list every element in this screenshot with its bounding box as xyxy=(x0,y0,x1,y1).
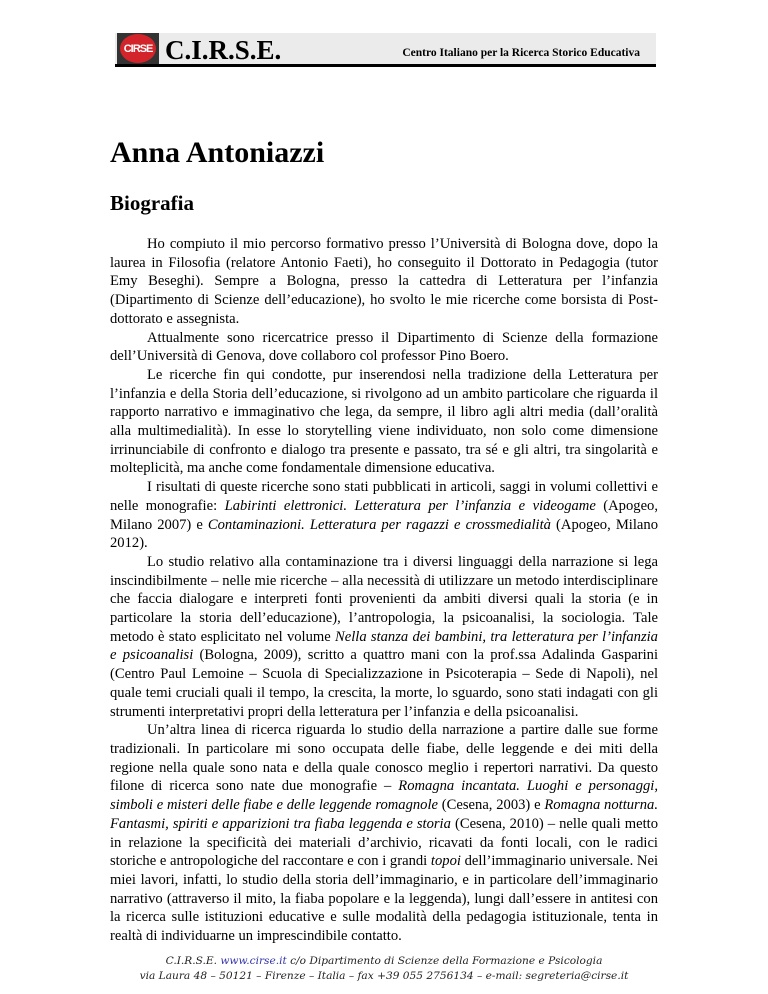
book-title: Romagna notturna. Fantasmi, spiriti e apparizioni tra fiaba leggenda e storia xyxy=(110,797,658,832)
text-run: I risultati di queste ricerche sono stati pubblicati in articoli, saggi in volumi collettivi e nelle monografie: xyxy=(110,479,658,514)
section-heading: Biografia xyxy=(110,191,194,215)
paragraph xyxy=(110,366,658,478)
text-run: (Cesena, 2010) – nelle quali metto in relazione la specificità dei materiali d’archivio, ricavati da fonti locali, con le radici storiche e antropologiche del raccontare e con i grandi xyxy=(110,815,659,870)
brand-name: C.I.R.S.E. xyxy=(165,35,282,65)
text-run: Attualmente sono ricercatrice presso il Dipartimento di Scienze della formazione dell’Università di Genova, dove collaboro col professor Pino Boero. xyxy=(110,329,658,365)
footer-line-2: via Laura 48 – 50121 – Firenze – Italia – fax +39 055 2756134 – e-mail: segreteria@cirse.it xyxy=(139,970,629,982)
biography-text xyxy=(110,235,658,946)
footer-address-dept: c/o Dipartimento di Scienze della Formazione e Psicologia xyxy=(290,955,603,967)
paragraph xyxy=(110,235,658,329)
text-run: (Apogeo, Milano 2007) e xyxy=(110,497,658,533)
text-run: Un’altra linea di ricerca riguarda lo studio della narrazione a partire dalle sue forme tradizionali. In particolare mi sono occupata delle fiabe, delle leggende e dei miti della regione nella quale sono nata e della quale conosco meglio i repertori narrativi. Da questo filone di ricerca sono nate due monografie – xyxy=(110,722,658,795)
text-run: Lo studio relativo alla contaminazione tra i diversi linguaggi della narrazione si lega inscindibilmente – nelle mie ricerche – alla necessità di utilizzare un metodo interdisciplinare che faccia dialogare e interpreti fonti provenienti da ambiti diversi quali la storia (e in particolare la storia dell’educazione), l’antropologia, la psicoanalisi, la sociologia. Tale metodo è stato esplicitato nel volume xyxy=(110,553,658,645)
paragraph xyxy=(110,553,658,721)
page-title: Anna Antoniazzi xyxy=(110,136,325,169)
text-run: (Apogeo, Milano 2012). xyxy=(110,516,658,552)
logo-emblem: CIRSE xyxy=(120,34,156,63)
book-title: Nella stanza dei bambini, tra letteratura per l’infanzia e psicoanalisi xyxy=(110,628,658,664)
book-title: Romagna incantata. Luoghi e personaggi, simboli e misteri delle fiabe e delle leggende romagnole xyxy=(110,778,658,814)
tagline: Centro Italiano per la Ricerca Storico Educativa xyxy=(402,47,640,59)
footer xyxy=(0,954,768,984)
text-run: dell’immaginario universale. Nei miei lavori, infatti, lo studio della storia dell’immaginario, e in particolare dell’immaginario narrativo (attraverso il mito, la fiaba popolare e la leggenda), lungi dall’essere in antitesi con la ricerca sulle istituzioni educative e sulle modalità della pedagogia istituzionale, tenta in realtà di individuarne un imprescindibile contatto. xyxy=(110,853,659,945)
footer-org: C.I.R.S.E. xyxy=(165,955,217,967)
paragraph xyxy=(110,721,658,945)
text-run: (Cesena, 2003) e xyxy=(438,797,545,814)
text-run: (Bologna, 2009), scritto a quattro mani con la prof.ssa Adalinda Gasparini (Centro Paul Lemoine – Scuola di Specializzazione in Psicoterapia – Sede di Napoli), nel quale temi cruciali quali il tempo, la crescita, la morte, lo sguardo, sono stati indagati con gli strumenti interpretativi propri della letteratura per l’infanzia e della psicoanalisi. xyxy=(110,647,659,720)
website-link[interactable]: www.cirse.it xyxy=(220,955,287,967)
book-title: Contaminazioni. Letteratura per ragazzi e crossmedialità xyxy=(207,516,551,533)
text-run: Le ricerche fin qui condotte, pur inserendosi nella tradizione della Letteratura per l’infanzia e della Storia dell’educazione, si rivolgono ad un ambito particolare che riguarda il rapporto narrativo e immaginativo che lega, da sempre, il libro agli altri media (dall’oralità alla multimedialità). In esse lo storytelling viene individuato, non solo come dimensione irrinunciabile di confronto e dialogo tra presente e passato, tra sé e gli altri, tra singolarità e molteplicità, ma anche come fondamentale dimensione educativa. xyxy=(110,366,658,477)
book-title: Labirinti elettronici. Letteratura per l’infanzia e videogame xyxy=(224,497,596,514)
paragraph xyxy=(110,329,658,366)
book-title: topoi xyxy=(430,853,461,870)
text-run: Ho compiuto il mio percorso formativo presso l’Università di Bologna dove, dopo la laurea in Filosofia (relatore Antonio Faeti), ho conseguito il Dottorato in Pedagogia (tutor Emy Beseghi). Sempre a Bologna, presso la cattedra di Letteratura per l’infanzia (Dipartimento di Scienze dell’educazione), ho svolto le mie ricerche come borsista di Post-dottorato e assegnista. xyxy=(110,236,658,327)
paragraph xyxy=(110,478,658,553)
letterhead xyxy=(115,33,656,67)
footer-line-1 xyxy=(0,954,768,969)
cirse-logo xyxy=(117,33,159,64)
